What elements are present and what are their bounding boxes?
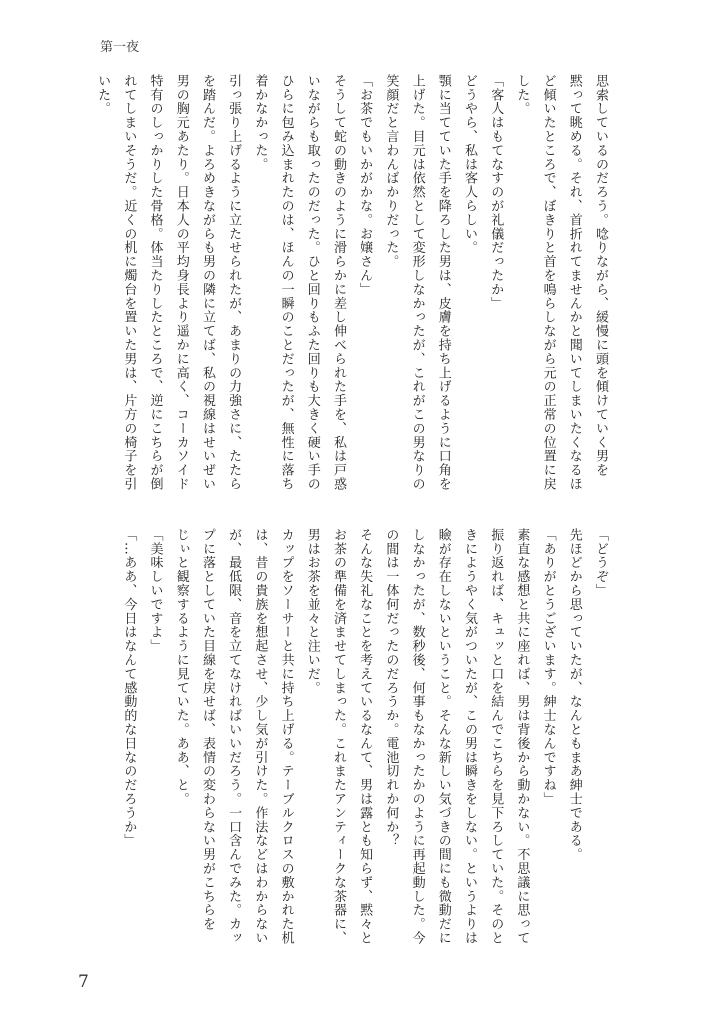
text-line: 先ほどから思っていたが、なんともまあ紳士である。 xyxy=(566,528,582,862)
text-line: した。 xyxy=(514,74,530,116)
text-line: 振り返れば、キュッと口を結んでこちらを見下ろしていた。そのと xyxy=(488,528,504,945)
text-line: 笑顔だと言わんばかりだった。 xyxy=(383,74,399,269)
text-line: しなかったが、数秒後、何事もなかったかのように再起動した。今 xyxy=(409,528,425,945)
body-text-lower-block xyxy=(115,528,613,968)
text-line: れてしまいそうだ。近くの机に燭台を置いた男は、片方の椅子を引 xyxy=(121,74,137,491)
text-line: 思索しているのだろう。唸りながら、緩慢に頭を傾けていく男を xyxy=(593,74,608,478)
text-line: 「美味しいですよ」 xyxy=(147,528,163,654)
text-line: そうして蛇の動きのように滑らかに差し伸べられた手を、私は戸惑 xyxy=(330,74,346,491)
text-line: 男はお茶を並々と注いだ。 xyxy=(304,528,320,695)
page-number: 7 xyxy=(78,972,89,992)
text-line: 瞼が存在しないということ。そんな新しい気づきの間にも微動だに xyxy=(435,528,451,945)
text-line: きにようやく気がついたが、この男は瞬きをしない。というよりは xyxy=(461,528,477,945)
text-line: を踏んだ。よろめきながらも男の隣に立てば、私の視線はせいぜい xyxy=(199,74,215,491)
text-line: 「どうぞ」 xyxy=(593,528,608,598)
text-line: ど傾いたところで、ぼきりと首を鳴らしながら元の正常の位置に戻 xyxy=(540,74,556,491)
text-line: 黙って眺める。それ、首折れてませんかと聞いてしまいたくなるほ xyxy=(566,74,582,491)
text-line: 特有のしっかりした骨格。体当たりしたところで、逆にこちらが倒 xyxy=(147,74,163,491)
text-line: 「…ああ、今日はなんて感動的な日なのだろうか」 xyxy=(121,528,137,848)
text-line: 「お茶でもいかがかな。お嬢さん」 xyxy=(357,74,373,297)
text-line: の間は一体何だったのだろうか。電池切れか何か？ xyxy=(383,528,399,848)
text-line: 着かなかった。 xyxy=(252,74,268,172)
text-line: が、最低限、音を立てなければいいだろう。一口含んでみた。カッ xyxy=(226,528,242,945)
text-line: いながらも取ったのだった。ひと回りもふた回りも大きく硬い手の xyxy=(304,74,320,491)
text-line: 上げた。目元は依然として変形しなかったが、これがこの男なりの xyxy=(409,74,425,491)
text-line: は、昔の貴族を想起させ、少し気が引けた。作法などはわからない xyxy=(252,528,268,945)
text-line: どうやら、私は客人らしい。 xyxy=(461,74,477,255)
running-header-chapter-title: 第一夜 xyxy=(100,40,140,55)
text-line: カップをソーサーと共に持ち上げる。テーブルクロスの敷かれた机 xyxy=(278,528,294,945)
text-line: 男の胸元あたり。日本人の平均身長より遥かに高く、コーカソイド xyxy=(173,74,189,491)
body-text-upper-block xyxy=(89,74,613,514)
text-line: 「ありがとうございます。紳士なんですね」 xyxy=(540,528,556,806)
text-line: ひらに包み込まれたのは、ほんの一瞬のことだったが、無性に落ち xyxy=(278,74,294,491)
text-line: そんな失礼なことを考えているなんて、男は露とも知らず、黙々と xyxy=(357,528,373,945)
text-line: 引っ張り上げるように立たせられたが、あまりの力強さに、たたら xyxy=(226,74,242,491)
text-line: 素直な感想と共に座れば、男は背後から動かない。不思議に思って xyxy=(514,528,530,945)
text-line: お茶の準備を済ませてしまった。これまたアンティークな茶器に、 xyxy=(330,528,346,945)
text-line: 顎に当てていた手を降ろした男は、皮膚を持ち上げるように口角を xyxy=(435,74,451,491)
text-line: いた。 xyxy=(95,74,111,116)
text-line: じぃと観察するように見ていた。ああ、と。 xyxy=(173,528,189,806)
text-line: プに落としていた目線を戻せば、表情の変わらない男がこちらを xyxy=(199,528,215,932)
text-line: 「客人はもてなすのが礼儀だったか」 xyxy=(488,74,504,311)
